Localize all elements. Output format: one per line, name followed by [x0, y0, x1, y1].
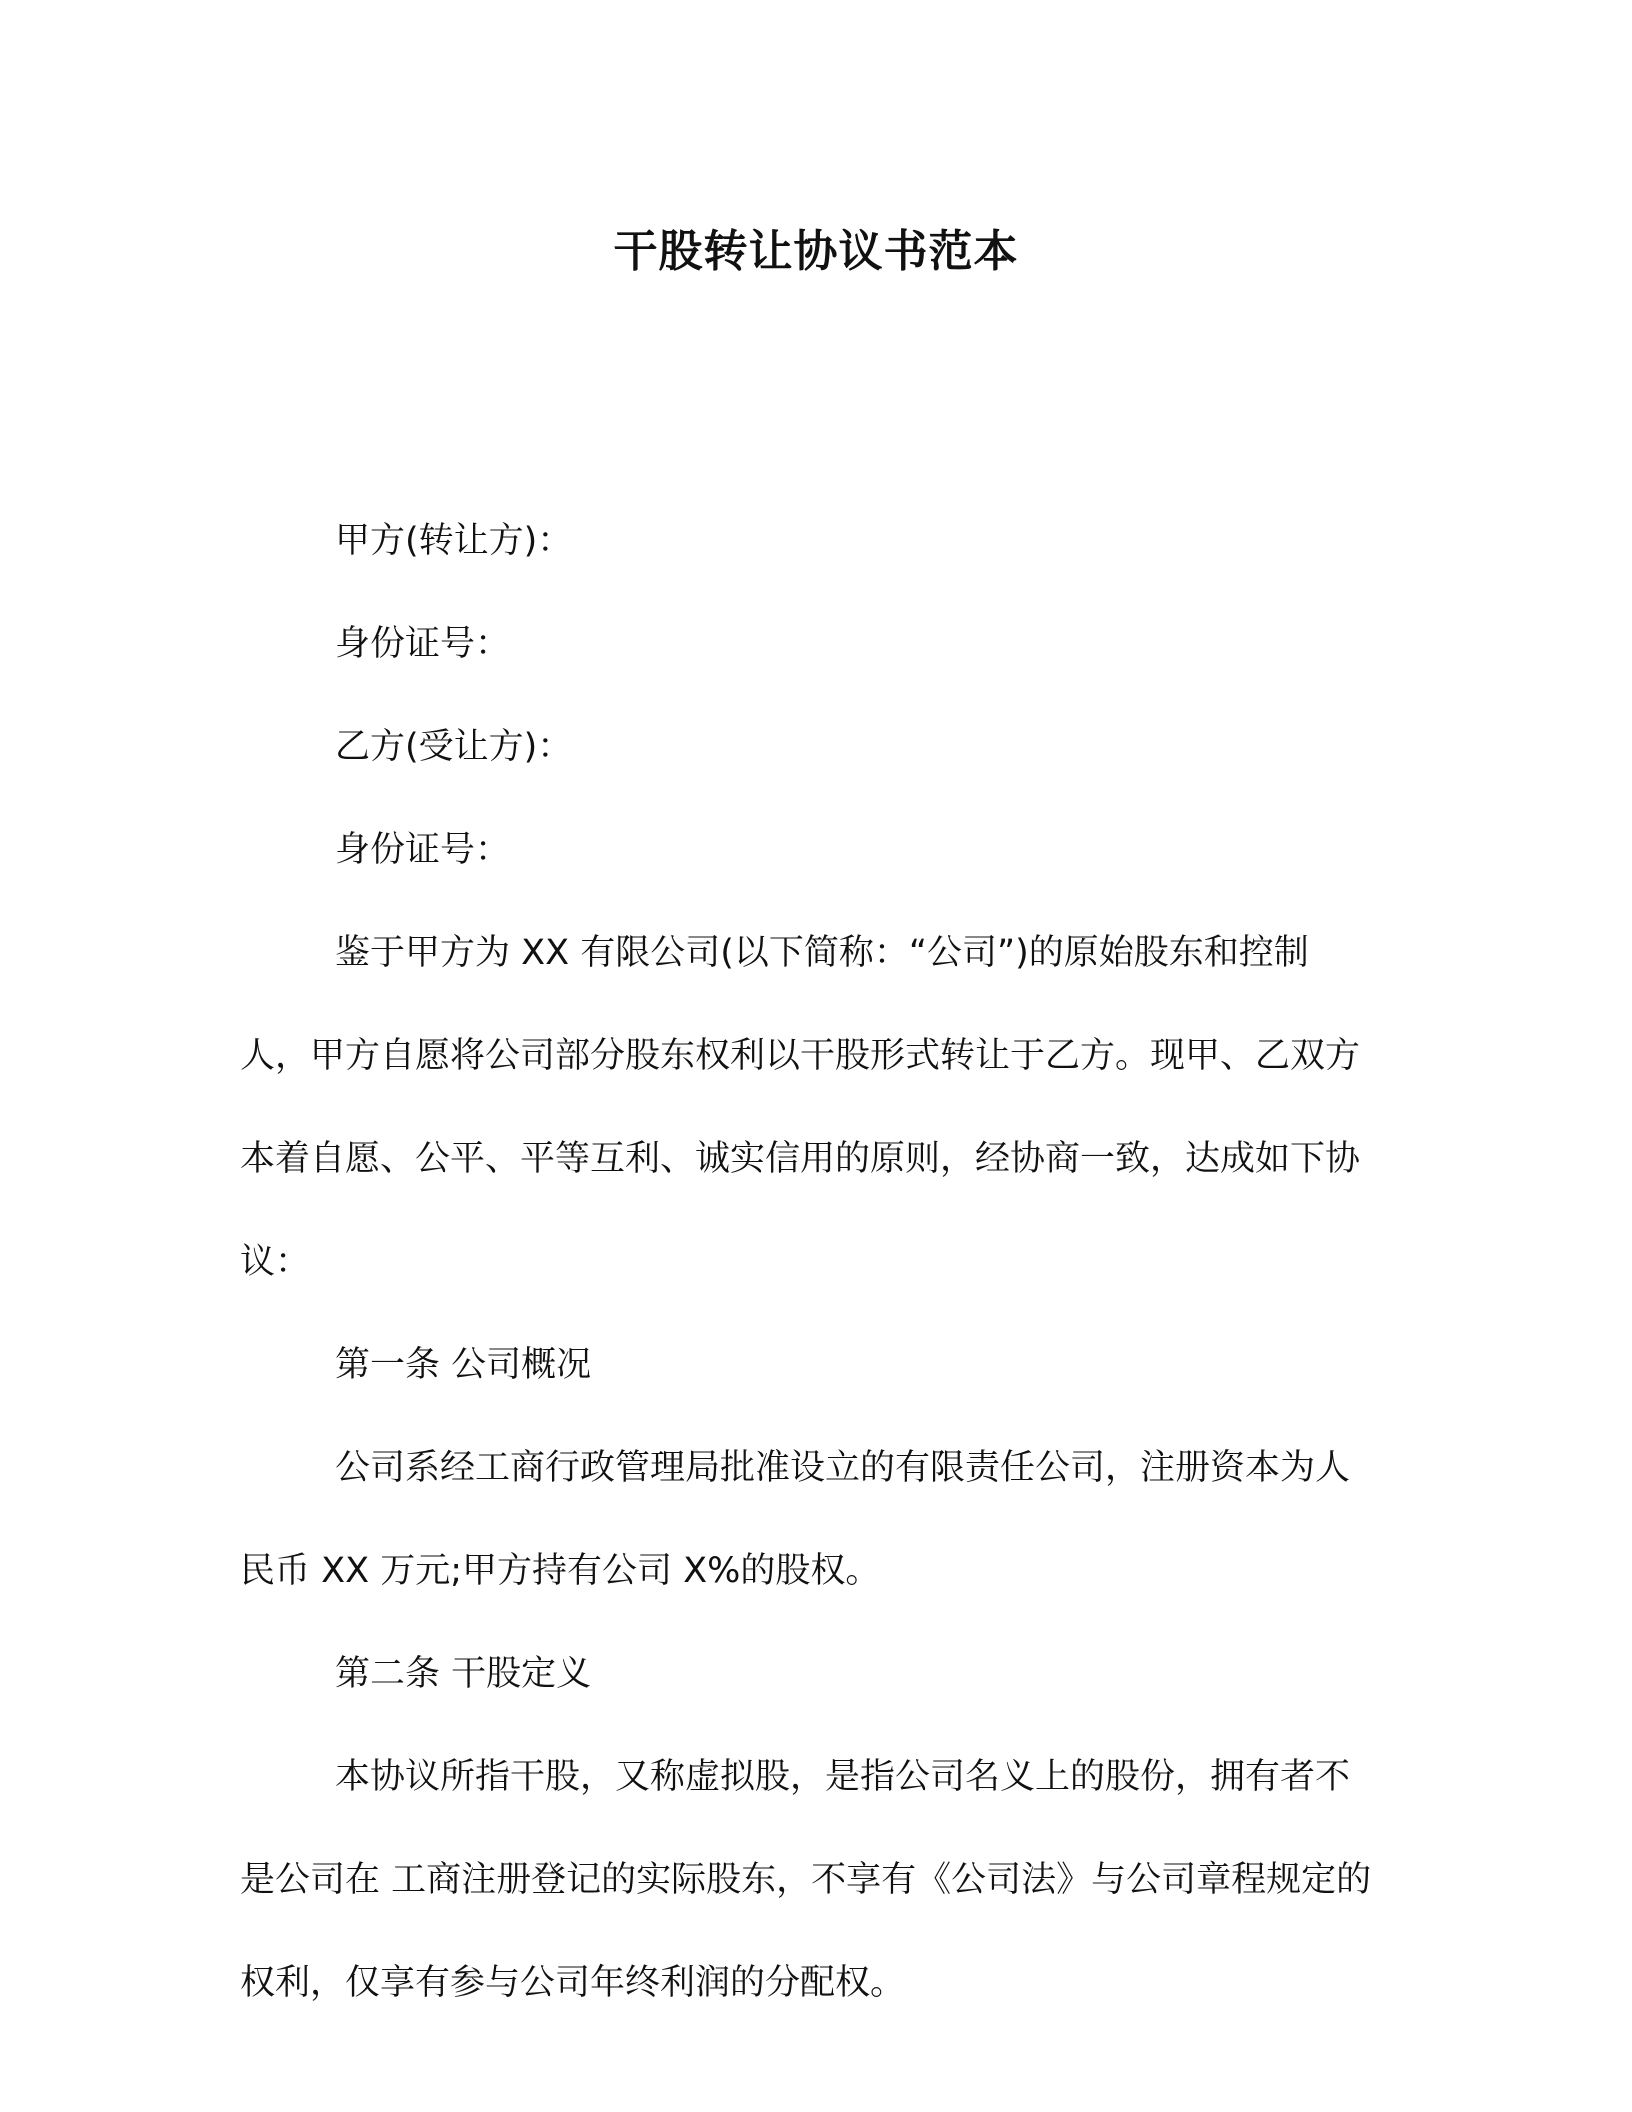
article-2-paragraph: 本协议所指干股，又称虚拟股，是指公司名义上的股份，拥有者不是公司在 工商注册登记的实际股东，不享有《公司法》与公司章程规定的权利，仅享有参与公司年终利润的分配权。: [240, 1757, 1372, 2003]
party-b-id-label: 身份证号：: [335, 830, 511, 870]
party-a-id-label: 身份证号：: [335, 624, 511, 664]
party-a-label: 甲方(转让方)：: [335, 521, 573, 561]
document-title: 干股转让协议书范本: [613, 226, 1019, 277]
party-b-label: 乙方(受让方)：: [335, 727, 573, 767]
article-1-paragraph: 公司系经工商行政管理局批准设立的有限责任公司，注册资本为人民币 XX 万元;甲方持有公司 X%的股权。: [240, 1448, 1351, 1591]
article-1-heading: 第一条 公司概况: [335, 1345, 592, 1385]
preamble-paragraph: 鉴于甲方为 XX 有限公司(以下简称：“公司”)的原始股东和控制人，甲方自愿将公司部分股东权利以干股形式转让于乙方。现甲、乙双方本着自愿、公平、平等互利、诚实信用的原则，经协商一致，达成如下协议：: [240, 933, 1361, 1282]
document-body: [240, 490, 1372, 2035]
article-2-heading: 第二条 干股定义: [335, 1654, 592, 1694]
